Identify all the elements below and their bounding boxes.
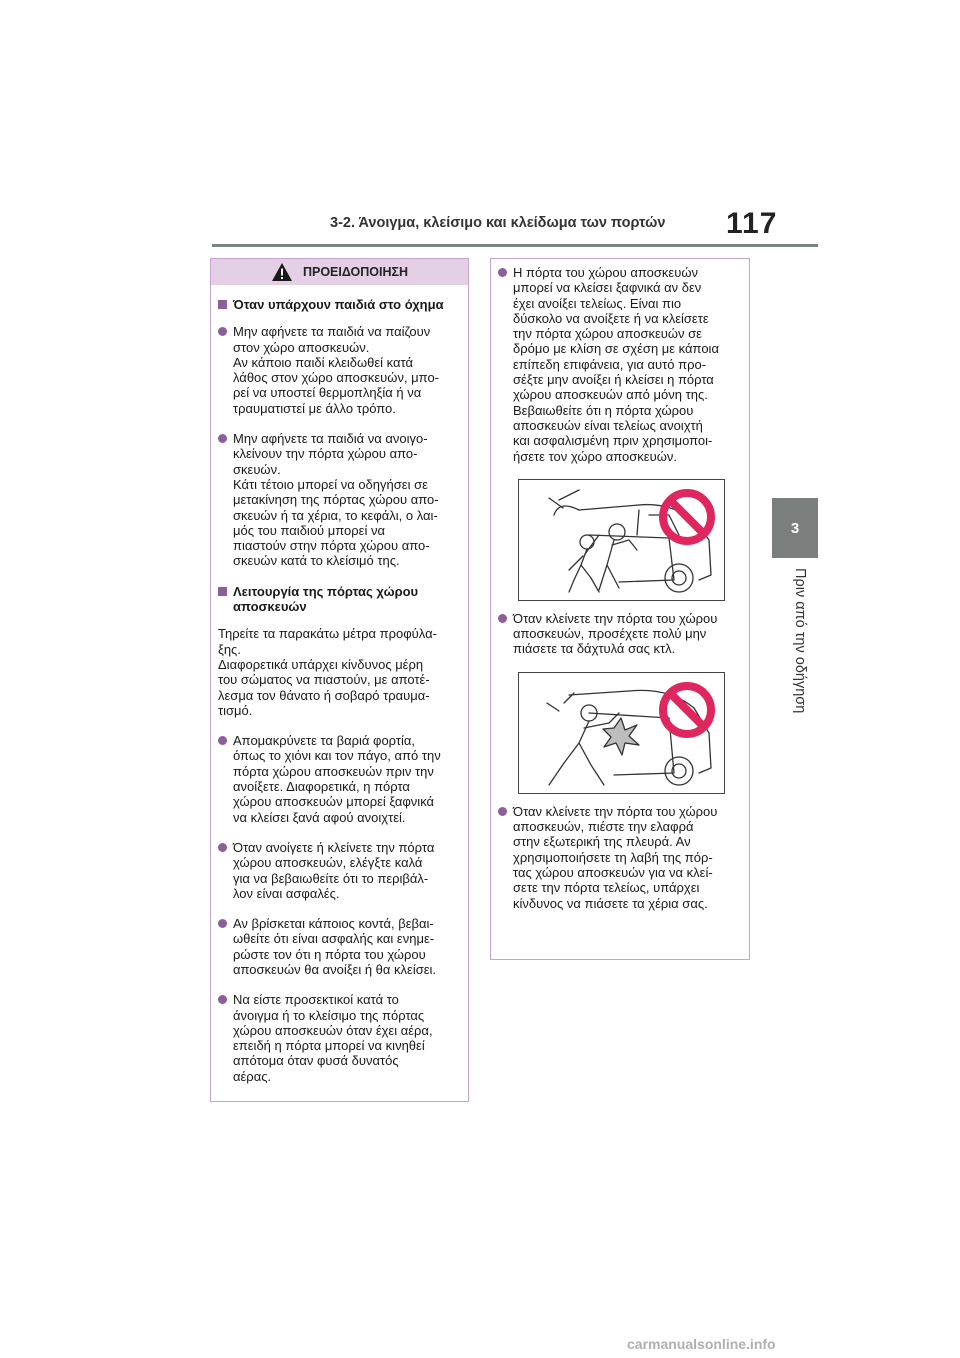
warning-triangle-icon bbox=[271, 262, 293, 282]
circle-bullet-icon bbox=[218, 995, 227, 1004]
section-heading-tailgate: Λειτουργία της πόρτας χώρου αποσκευών bbox=[218, 584, 458, 615]
circle-bullet-icon bbox=[218, 327, 227, 336]
list-item: Η πόρτα του χώρου αποσκευών μπορεί να κλείσει ξαφνικά αν δεν έχει ανοίξει τελείως. Είναι πιο δύσκολο να ανοίξετε ή να κλείσετε την πόρτα χώρου αποσκευών σε δρόμο με κλίση σε σχέση με κάποια επίπεδη επιφάνεια, για αυτό προ- σέξτε μην ανοίξει ή κλείσει η πόρτα χώρου αποσκευών από μόνη της. Βεβαιωθείτε ότι η πόρτα χώρου αποσκευών είναι τελείως ανοιχτή και ασφαλισμένη πριν χρησιμοποι- ήσετε τον χώρο αποσκευών. bbox=[498, 265, 739, 464]
list-item: Μην αφήνετε τα παιδιά να παίζουν στον χώρο αποσκευών. Αν κάποιο παιδί κλειδωθεί κατά λάθος στον χώρο αποσκευών, μπο- ρεί να υποστεί θερμοπληξία ή να τραυματιστεί με άλλο τρόπο. bbox=[218, 324, 458, 416]
chapter-tab: 3 bbox=[772, 498, 818, 558]
illustration-tailgate-child bbox=[518, 479, 725, 601]
warning-panel-left bbox=[210, 258, 469, 1102]
circle-bullet-icon bbox=[498, 807, 507, 816]
list-item: Απομακρύνετε τα βαριά φορτία, όπως το χιόνι και τον πάγο, από την πόρτα χώρου αποσκευών πριν την ανοίξετε. Διαφορετικά, η πόρτα χώρου αποσκευών μπορεί ξαφνικά να κλείσει ξανά αφού ανοιχτεί. bbox=[218, 733, 458, 825]
warning-body-right bbox=[491, 259, 749, 911]
square-bullet-icon bbox=[218, 300, 227, 309]
list-item: Όταν κλείνετε την πόρτα του χώρου αποσκευών, προσέχετε πολύ μην πιάσετε τα δάχτυλά σας κτλ. bbox=[498, 611, 739, 657]
prohibition-sign-icon bbox=[658, 488, 716, 546]
circle-bullet-icon bbox=[218, 736, 227, 745]
list-item: Όταν ανοίγετε ή κλείνετε την πόρτα χώρου αποσκευών, ελέγξτε καλά για να βεβαιωθείτε ότι το περιβάλ- λον είναι ασφαλές. bbox=[218, 840, 458, 901]
circle-bullet-icon bbox=[498, 268, 507, 277]
list-item: Αν βρίσκεται κάποιος κοντά, βεβαι- ωθείτε ότι είναι ασφαλής και ενημε- ρώστε τον ότι η πόρτα του χώρου αποσκευών θα ανοίξει ή θα κλείσει. bbox=[218, 916, 458, 977]
warning-body-left bbox=[211, 285, 468, 1084]
circle-bullet-icon bbox=[498, 614, 507, 623]
prohibition-sign-icon bbox=[658, 681, 716, 739]
section-heading-children: Όταν υπάρχουν παιδιά στο όχημα bbox=[218, 297, 458, 312]
warning-panel-right bbox=[490, 258, 750, 960]
circle-bullet-icon bbox=[218, 919, 227, 928]
warning-header bbox=[211, 259, 468, 285]
header-title: 3-2. Άνοιγμα, κλείσιμο και κλείδωμα των πορτών bbox=[330, 215, 666, 231]
footer-watermark: carmanualsonline.info bbox=[627, 1336, 776, 1352]
circle-bullet-icon bbox=[218, 434, 227, 443]
square-bullet-icon bbox=[218, 587, 227, 596]
circle-bullet-icon bbox=[218, 843, 227, 852]
section-intro: Τηρείτε τα παρακάτω μέτρα προφύλα- ξης. Διαφορετικά υπάρχει κίνδυνος μέρη του σώματος να πιαστούν, με αποτέ- λεσμα τον θάνατο ή σοβαρό τραυμα- τισμό. bbox=[218, 626, 437, 718]
list-item: Όταν κλείνετε την πόρτα του χώρου αποσκευών, πιέστε την ελαφρά στην εξωτερική της πλευρά. Αν χρησιμοποιήσετε τη λαβή της πόρ- τας χώρου αποσκευών για να κλεί- σετε την πόρτα τελείως, υπάρχει κίνδυνος να πιάσετε τα χέρια σας. bbox=[498, 804, 739, 911]
list-item: Μην αφήνετε τα παιδιά να ανοιγο- κλείνουν την πόρτα χώρου απο- σκευών. Κάτι τέτοιο μπορεί να οδηγήσει σε μετακίνηση της πόρτας χώρου απο- σκευών ή τα χέρια, το κεφάλι, ο λαι- μός του παιδιού μπορεί να πιαστούν στην πόρτα χώρου απο- σκευών κατά το κλείσιμό της. bbox=[218, 431, 458, 569]
illustration-finger-pinch bbox=[518, 672, 725, 794]
header-rule bbox=[212, 244, 818, 247]
warning-title: ΠΡΟΕΙΔΟΠΟΙΗΣΗ bbox=[302, 265, 409, 279]
list-item: Να είστε προσεκτικοί κατά το άνοιγμα ή το κλείσιμο της πόρτας χώρου αποσκευών όταν έχει αέρα, επειδή η πόρτα μπορεί να κινηθεί απότομα όταν φυσά δυνατός αέρας. bbox=[218, 992, 458, 1084]
page-number: 117 bbox=[726, 207, 778, 240]
chapter-title: Πριν από την οδήγηση bbox=[792, 568, 808, 714]
